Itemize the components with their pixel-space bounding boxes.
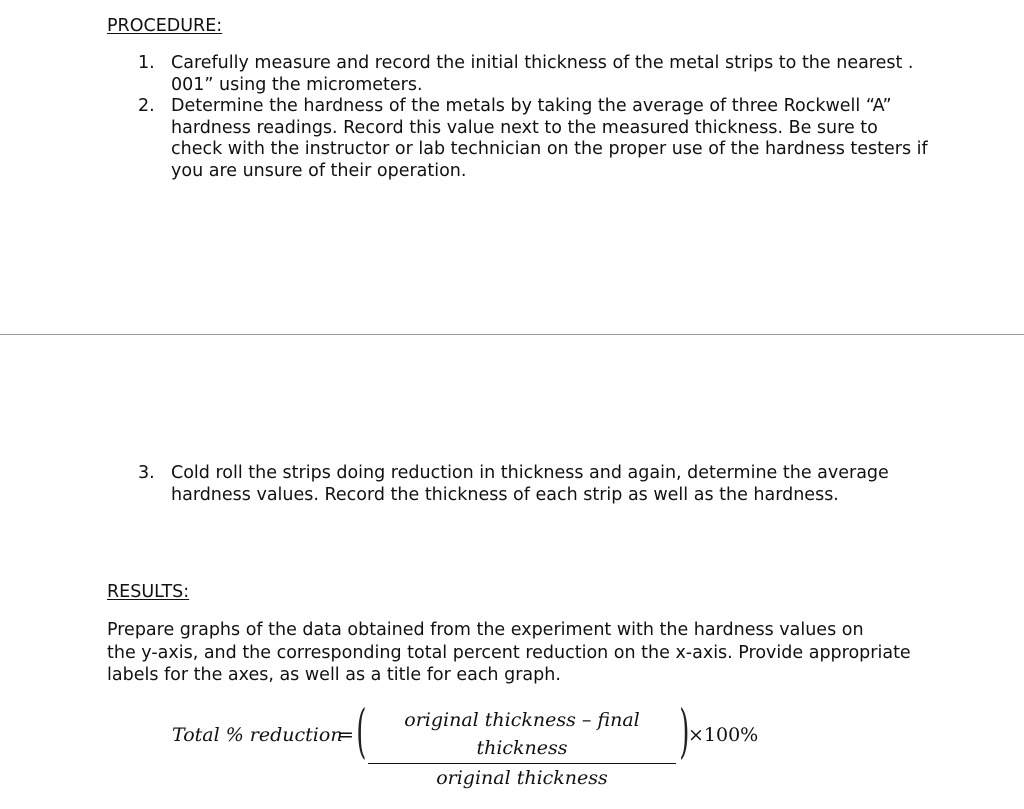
page-break-divider bbox=[0, 334, 1024, 335]
procedure-heading: PROCEDURE: bbox=[107, 16, 223, 36]
formula-equals: = bbox=[338, 724, 354, 746]
step-text: Determine the hardness of the metals by taking the average of three Rockwell “A” hardness readings. Record this value next to the measured thickness. Be sure to check with the instructor or lab technician on the proper use of the hardness testers if you are unsure of their operation. bbox=[171, 96, 928, 181]
step-number: 2. bbox=[138, 96, 155, 116]
formula-left-paren: ( bbox=[356, 697, 367, 765]
formula-lhs: Total % reduction bbox=[172, 724, 343, 746]
step-text: Carefully measure and record the initial thickness of the metal strips to the nearest . 001” using the micrometers. bbox=[171, 53, 914, 95]
formula-fraction bbox=[366, 706, 678, 792]
procedure-step-1 bbox=[138, 53, 938, 96]
step-text: Cold roll the strips doing reduction in thickness and again, determine the average hardness values. Record the thickness of each strip as well as the hardness. bbox=[171, 463, 889, 505]
step-number: 3. bbox=[138, 463, 155, 483]
formula-right-paren: ) bbox=[679, 697, 690, 765]
formula-numerator: original thickness – final thickness bbox=[404, 709, 640, 759]
results-heading: RESULTS: bbox=[107, 582, 190, 602]
procedure-step-2 bbox=[138, 96, 938, 182]
step-number: 1. bbox=[138, 53, 155, 73]
percent-reduction-formula bbox=[172, 697, 812, 789]
results-paragraph: Prepare graphs of the data obtained from the experiment with the hardness values on the y-axis, and the corresponding total percent reduction on the x-axis. Provide appropriate labels for the axes, as well as a title for each graph. bbox=[107, 620, 911, 685]
formula-multiplier: ×100% bbox=[688, 724, 759, 746]
formula-denominator: original thickness bbox=[436, 767, 608, 789]
procedure-step-3 bbox=[138, 463, 938, 506]
